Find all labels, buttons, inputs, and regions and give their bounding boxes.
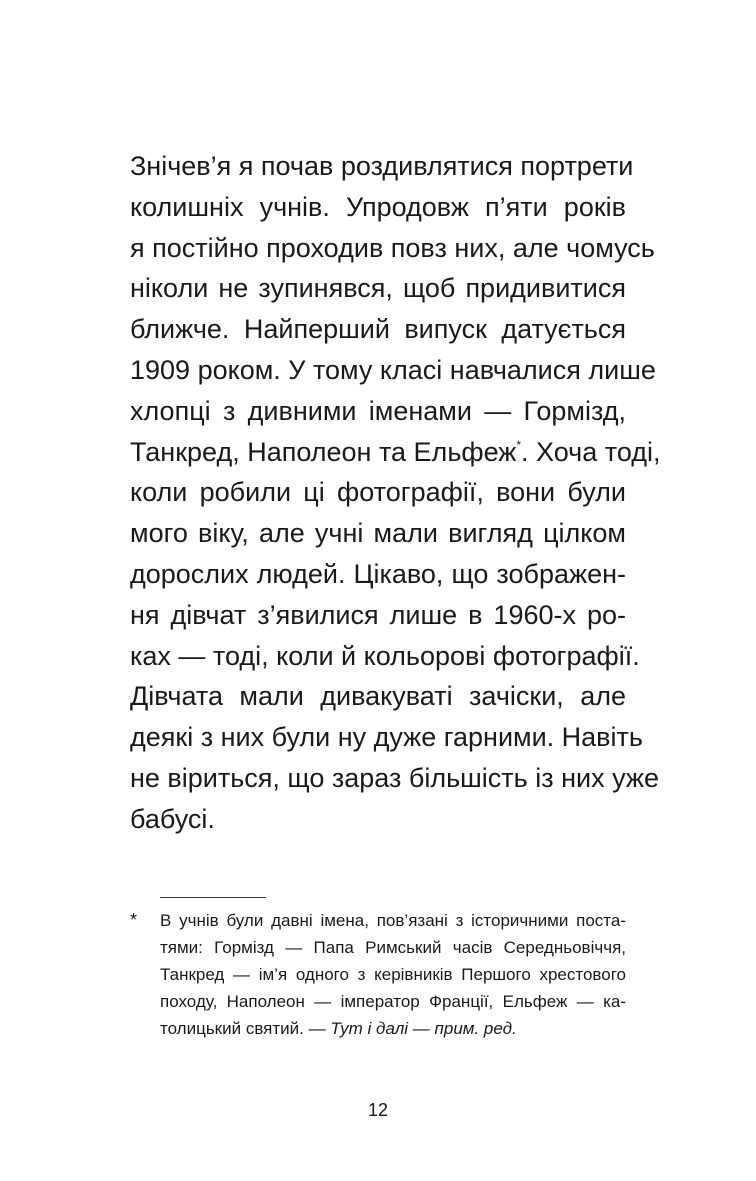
- footnote-line: тями: Гормізд — Папа Римський часів Середньовіччя,: [160, 938, 626, 957]
- page-number: 12: [367, 1100, 389, 1120]
- body-paragraph: [130, 146, 661, 840]
- body-line: коли робили ці фотографії, вони були: [130, 477, 626, 508]
- footnote-line: В учнів були давні імена, пов’язані з історичними поста-: [160, 911, 626, 930]
- body-line-part: Танкред, Наполеон та Ельфеж: [130, 436, 517, 467]
- body-line: ках — тоді, коли й кольорові фотографії.: [130, 640, 640, 671]
- editor-note: Тут і далі — прим. ред.: [330, 1019, 517, 1038]
- body-line: ближче. Найперший випуск датується: [130, 314, 626, 345]
- body-line-part: . Хоча тоді,: [521, 436, 661, 467]
- footnote-line: Танкред — ім’я одного з керівників Першого хрестового: [160, 965, 626, 984]
- footnote-last-line: [160, 1015, 626, 1042]
- body-line: ня дівчат з’явилися лише в 1960-х ро-: [130, 599, 626, 630]
- body-line: бабусі.: [130, 803, 215, 834]
- body-line: 1909 роком. У тому класі навчалися лише: [130, 354, 656, 385]
- footnote-line: походу, Наполеон — імператор Франції, Ельфеж — ка-: [160, 992, 626, 1011]
- body-line: Дівчата мали дивакуваті зачіски, але: [130, 681, 626, 712]
- body-line: деякі з них були ну дуже гарними. Навіть: [130, 722, 643, 753]
- body-line: хлопці з дивними іменами — Гормізд,: [130, 395, 626, 426]
- body-line: колишніх учнів. Упродовж п’яти років: [130, 191, 626, 222]
- body-line: мого віку, але учні мали вигляд цілком: [130, 518, 626, 549]
- body-line-with-footnote-ref: [130, 432, 661, 473]
- body-line: дорослих людей. Цікаво, що зображен-: [130, 558, 626, 589]
- footnote-separator: [160, 897, 266, 898]
- footnote-line-part: толицький святий. —: [160, 1019, 331, 1038]
- body-line: Знічев’я я почав роздивлятися портрети: [130, 151, 634, 181]
- footnote-text: [160, 907, 626, 1042]
- body-line: я постійно проходив повз них, але чомусь: [130, 232, 655, 263]
- footnote-reference[interactable]: *: [516, 437, 522, 452]
- body-line: не віриться, що зараз більшість із них уже: [130, 762, 659, 793]
- body-line: ніколи не зупинявся, щоб придивитися: [130, 273, 626, 304]
- footnote-marker: *: [130, 910, 138, 930]
